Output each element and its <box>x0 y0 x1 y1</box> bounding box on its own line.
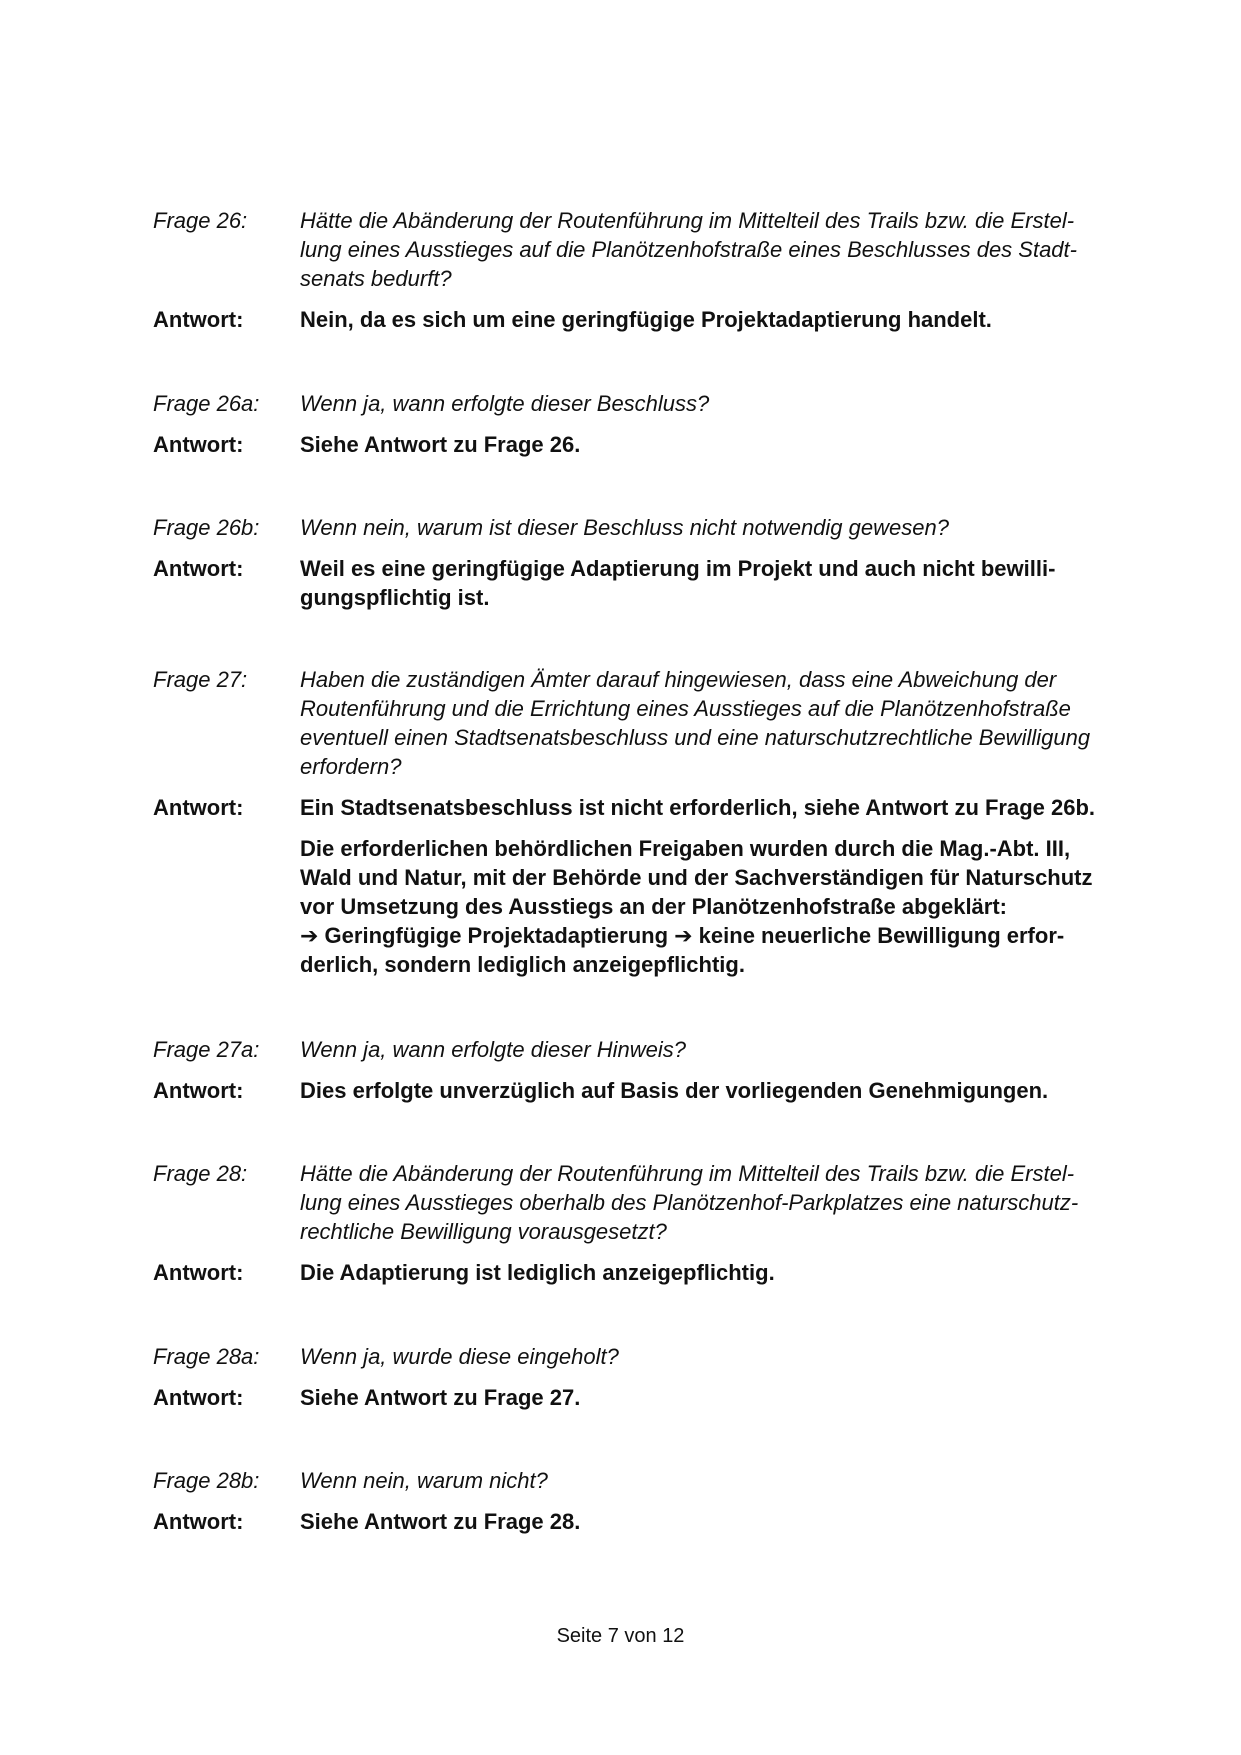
question-line: lung eines Ausstieges oberhalb des Planötzenhof-Parkplatzes eine naturschutz- <box>300 1190 1079 1215</box>
answer-line: Dies erfolgte unverzüglich auf Basis der vorliegenden Genehmigungen. <box>300 1078 1049 1103</box>
question-label: Frage 26: <box>153 208 248 233</box>
answer-line: Siehe Antwort zu Frage 28. <box>300 1509 581 1534</box>
answer-row <box>153 793 1133 979</box>
answer-text <box>300 1076 1133 1105</box>
question-line: Haben die zuständigen Ämter darauf hingewiesen, dass eine Abweichung der <box>300 667 1057 692</box>
answer-label: Antwort: <box>153 1385 244 1410</box>
question-line: Routenführung und die Errichtung eines Ausstieges auf die Planötzenhofstraße <box>300 696 1071 721</box>
answer-line: Ein Stadtsenatsbeschluss ist nicht erforderlich, siehe Antwort zu Frage 26b. <box>300 795 1096 820</box>
answer-label: Antwort: <box>153 556 244 581</box>
page-number-footer: Seite 7 von 12 <box>556 1625 685 1647</box>
answer-line: Siehe Antwort zu Frage 27. <box>300 1385 581 1410</box>
question-text <box>300 665 1133 781</box>
answer-paragraph-2 <box>300 834 1133 979</box>
qa-block-26b <box>153 513 1133 612</box>
answer-text <box>300 793 1133 979</box>
question-line: Wenn nein, warum nicht? <box>300 1468 548 1493</box>
question-row <box>153 206 1133 293</box>
answer-line: Die erforderlichen behördlichen Freigaben wurden durch die Mag.-Abt. III, <box>300 836 1071 861</box>
question-label: Frage 28a: <box>153 1344 260 1369</box>
question-label: Frage 27a: <box>153 1037 260 1062</box>
question-line: lung eines Ausstieges auf die Planötzenhofstraße eines Beschlusses des Stadt- <box>300 237 1077 262</box>
answer-label: Antwort: <box>153 795 244 820</box>
answer-text <box>300 305 1133 334</box>
answer-row <box>153 1383 1133 1412</box>
question-line: erfordern? <box>300 754 402 779</box>
answer-row <box>153 1258 1133 1287</box>
question-text <box>300 1035 1133 1064</box>
answer-line: gungspflichtig ist. <box>300 585 490 610</box>
answer-text <box>300 1258 1133 1287</box>
answer-row <box>153 1507 1133 1536</box>
answer-line: ➔ Geringfügige Projektadaptierung ➔ keine neuerliche Bewilligung erfor- <box>300 923 1065 948</box>
question-row <box>153 1466 1133 1495</box>
question-label: Frage 26b: <box>153 515 260 540</box>
qa-block-28a <box>153 1342 1133 1412</box>
qa-block-28b <box>153 1466 1133 1536</box>
question-text <box>300 1342 1133 1371</box>
question-text <box>300 1159 1133 1246</box>
question-line: senats bedurft? <box>300 266 452 291</box>
question-row <box>153 1159 1133 1246</box>
question-line: rechtliche Bewilligung vorausgesetzt? <box>300 1219 667 1244</box>
answer-text <box>300 1383 1133 1412</box>
question-text <box>300 206 1133 293</box>
answer-text <box>300 554 1133 612</box>
question-text <box>300 513 1133 542</box>
answer-row <box>153 430 1133 459</box>
question-line: Hätte die Abänderung der Routenführung im Mittelteil des Trails bzw. die Erstel- <box>300 1161 1075 1186</box>
question-text <box>300 389 1133 418</box>
answer-line: Die Adaptierung ist lediglich anzeigepflichtig. <box>300 1260 775 1285</box>
answer-line: vor Umsetzung des Ausstiegs an der Planötzenhofstraße abgeklärt: <box>300 894 1008 919</box>
answer-row <box>153 305 1133 334</box>
answer-line: Weil es eine geringfügige Adaptierung im Projekt und auch nicht bewilli- <box>300 556 1056 581</box>
question-row <box>153 1342 1133 1371</box>
question-text <box>300 1466 1133 1495</box>
answer-line: Nein, da es sich um eine geringfügige Projektadaptierung handelt. <box>300 307 992 332</box>
answer-row <box>153 1076 1133 1105</box>
question-line: Wenn ja, wann erfolgte dieser Beschluss? <box>300 391 710 416</box>
question-line: Wenn ja, wurde diese eingeholt? <box>300 1344 619 1369</box>
answer-text <box>300 430 1133 459</box>
qa-block-27 <box>153 665 1133 979</box>
answer-row <box>153 554 1133 612</box>
question-line: Wenn ja, wann erfolgte dieser Hinweis? <box>300 1037 687 1062</box>
question-label: Frage 27: <box>153 667 248 692</box>
answer-label: Antwort: <box>153 1078 244 1103</box>
qa-block-27a <box>153 1035 1133 1105</box>
answer-label: Antwort: <box>153 1260 244 1285</box>
answer-line: Wald und Natur, mit der Behörde und der Sachverständigen für Naturschutz <box>300 865 1093 890</box>
question-row <box>153 513 1133 542</box>
question-line: Wenn nein, warum ist dieser Beschluss nicht notwendig gewesen? <box>300 515 949 540</box>
answer-text <box>300 1507 1133 1536</box>
question-row <box>153 665 1133 781</box>
answer-label: Antwort: <box>153 432 244 457</box>
answer-line: derlich, sondern lediglich anzeigepflichtig. <box>300 952 745 977</box>
question-line: Hätte die Abänderung der Routenführung im Mittelteil des Trails bzw. die Erstel- <box>300 208 1075 233</box>
qa-block-26a <box>153 389 1133 459</box>
question-label: Frage 28: <box>153 1161 248 1186</box>
answer-line: Siehe Antwort zu Frage 26. <box>300 432 581 457</box>
answer-label: Antwort: <box>153 1509 244 1534</box>
qa-block-26 <box>153 206 1133 334</box>
answer-label: Antwort: <box>153 307 244 332</box>
question-label: Frage 28b: <box>153 1468 260 1493</box>
question-line: eventuell einen Stadtsenatsbeschluss und eine naturschutzrechtliche Bewilligung <box>300 725 1091 750</box>
question-label: Frage 26a: <box>153 391 260 416</box>
question-row <box>153 389 1133 418</box>
qa-block-28 <box>153 1159 1133 1287</box>
question-row <box>153 1035 1133 1064</box>
